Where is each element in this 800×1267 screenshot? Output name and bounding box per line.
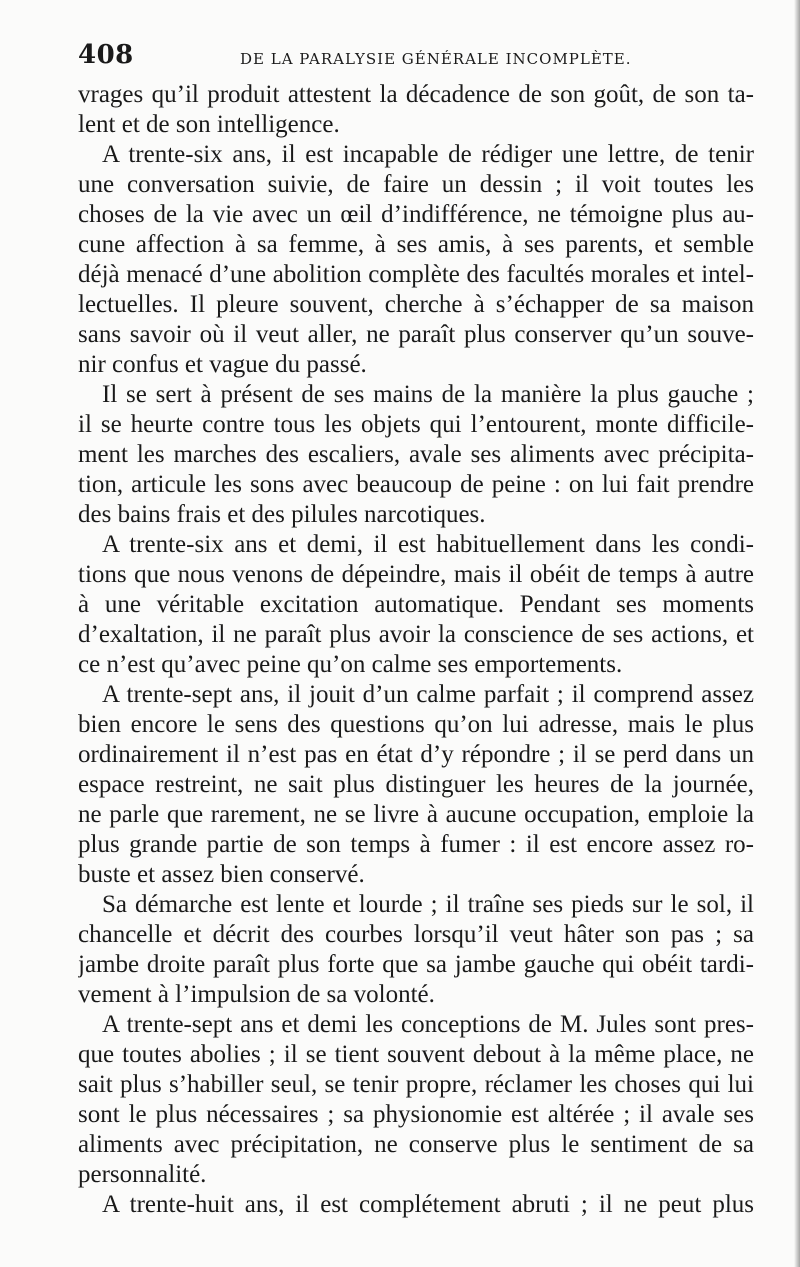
text-line: tions que nous venons de dépeindre, mais il obéit de temps à autre <box>78 561 754 588</box>
text-line: tion, articule les sons avec beaucoup de peine : on lui fait prendre <box>78 471 754 498</box>
text-line: lent et de son intelligence. <box>78 111 340 138</box>
text-line: des bains frais et des pilules narcotiques. <box>78 501 486 528</box>
text-line: A trente-huit ans, il est complétement abruti ; il ne peut plus <box>102 1191 754 1218</box>
text-line: bien encore le sens des questions qu’on lui adresse, mais le plus <box>78 711 754 738</box>
text-line: vrages qu’il produit attestent la décadence de son goût, de son ta- <box>78 81 754 108</box>
text-line: déjà menacé d’une abolition complète des facultés morales et intel- <box>78 261 754 288</box>
text-line: choses de la vie avec un œil d’indifférence, ne témoigne plus au- <box>78 201 754 228</box>
text-line: ce n’est qu’avec peine qu’on calme ses emportements. <box>78 651 623 678</box>
text-line: Il se sert à présent de ses mains de la manière la plus gauche ; <box>102 381 754 408</box>
text-line: ne parle que rarement, ne se livre à aucune occupation, emploie la <box>78 801 754 828</box>
text-line: A trente-sept ans et demi les conceptions de M. Jules sont pres- <box>102 1011 754 1038</box>
text-line: aliments avec précipitation, ne conserve plus le sentiment de sa <box>78 1131 754 1158</box>
text-line: vement à l’impulsion de sa volonté. <box>78 981 435 1008</box>
text-line: il se heurte contre tous les objets qui l’entourent, monte difficile- <box>78 411 754 438</box>
page-header <box>78 40 758 76</box>
text-line: espace restreint, ne sait plus distinguer les heures de la journée, <box>78 771 754 798</box>
text-line: buste et assez bien conservé. <box>78 861 365 888</box>
text-line: personnalité. <box>78 1161 207 1188</box>
text-line: nir confus et vague du passé. <box>78 351 367 378</box>
text-line: A trente-sept ans, il jouit d’un calme parfait ; il comprend assez <box>102 681 754 708</box>
body-text <box>78 80 754 1220</box>
paragraph <box>78 1010 754 1190</box>
text-line: Sa démarche est lente et lourde ; il traîne ses pieds sur le sol, il <box>102 891 754 918</box>
text-line: ment les marches des escaliers, avale ses aliments avec précipita- <box>78 441 754 468</box>
text-line: que toutes abolies ; il se tient souvent debout à la même place, ne <box>78 1041 754 1068</box>
paragraph <box>78 140 754 380</box>
paragraph <box>78 680 754 890</box>
text-line: jambe droite paraît plus forte que sa jambe gauche qui obéit tardi- <box>78 951 754 978</box>
paragraph <box>78 380 754 530</box>
running-title: DE LA PARALYSIE GÉNÉRALE INCOMPLÈTE. <box>240 50 632 68</box>
text-line: ordinairement il n’est pas en état d’y répondre ; il se perd dans un <box>78 741 754 768</box>
text-line: sans savoir où il veut aller, ne paraît plus conserver qu’un souve- <box>78 321 754 348</box>
text-line: A trente-six ans et demi, il est habituellement dans les condi- <box>102 531 754 558</box>
paragraph <box>78 80 754 140</box>
page-number: 408 <box>78 40 134 70</box>
page-edge-shadow <box>794 0 800 1267</box>
text-line: A trente-six ans, il est incapable de rédiger une lettre, de tenir <box>102 141 754 168</box>
text-line: plus grande partie de son temps à fumer : il est encore assez ro- <box>78 831 754 858</box>
text-line: à une véritable excitation automatique. Pendant ses moments <box>78 591 754 618</box>
text-line: d’exaltation, il ne paraît plus avoir la conscience de ses actions, et <box>78 621 754 648</box>
paragraph <box>78 530 754 680</box>
text-line: chancelle et décrit des courbes lorsqu’il veut hâter son pas ; sa <box>78 921 754 948</box>
text-line: sont le plus nécessaires ; sa physionomie est altérée ; il avale ses <box>78 1101 754 1128</box>
paragraph <box>78 890 754 1010</box>
text-line: lectuelles. Il pleure souvent, cherche à s’échapper de sa maison <box>78 291 754 318</box>
text-line: sait plus s’habiller seul, se tenir propre, réclamer les choses qui lui <box>78 1071 754 1098</box>
text-line: une conversation suivie, de faire un dessin ; il voit toutes les <box>78 171 754 198</box>
text-line: cune affection à sa femme, à ses amis, à ses parents, et semble <box>78 231 754 258</box>
paragraph <box>78 1190 754 1220</box>
